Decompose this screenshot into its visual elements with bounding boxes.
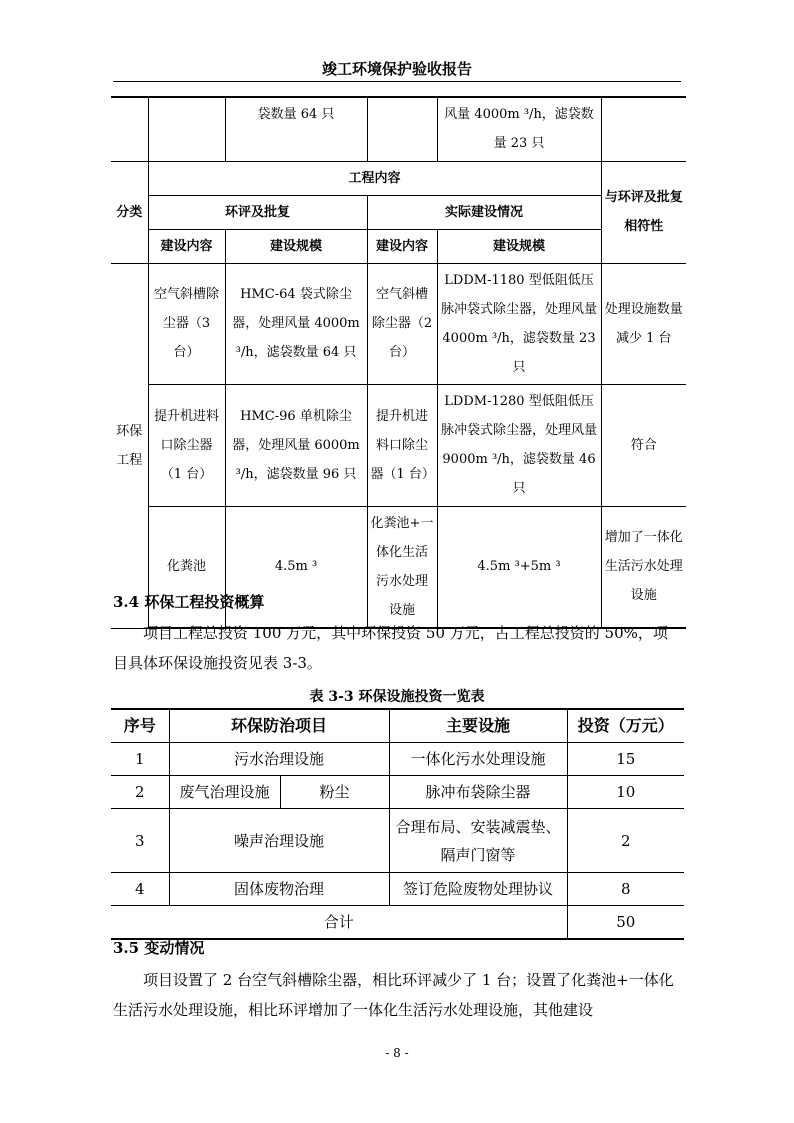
total-label: 合计 — [111, 906, 567, 940]
table-cell: 提升机进料口除尘器（1 台） — [367, 384, 437, 506]
conformity-header: 与环评及批复相符性 — [601, 161, 686, 263]
category-cell: 环保工程 — [111, 263, 148, 628]
table-cell: 签订危险废物处理协议 — [389, 873, 567, 906]
table-cell: 污水治理设施 — [169, 743, 389, 776]
table-cell: 符合 — [601, 384, 686, 506]
table-cell: 废气治理设施 — [169, 776, 280, 809]
table-cell: 化粪池+一体化生活污水处理设施 — [367, 506, 437, 628]
table-caption: 表 3-3 环保设施投资一览表 — [309, 689, 485, 705]
table-cell: HMC-96 单机除尘器，处理风量 6000m ³/h，滤袋数量 96 只 — [225, 384, 367, 506]
column-header: 环保防治项目 — [169, 709, 389, 743]
table-cell: 风量 4000m ³/h，滤袋数量 23 只 — [437, 97, 601, 161]
table-row — [111, 873, 684, 906]
section-heading-3-4: 3.4 环保工程投资概算 — [113, 593, 265, 611]
page-header-title: 竣工环境保护验收报告 — [321, 60, 472, 78]
table-cell: 增加了一体化生活污水处理设施 — [601, 506, 686, 628]
eia-approval-header: 环评及批复 — [148, 195, 367, 229]
table-cell: 脉冲布袋除尘器 — [389, 776, 567, 809]
table-cell: 1 — [111, 743, 169, 776]
project-comparison-table — [111, 96, 686, 629]
actual-construction-header: 实际建设情况 — [367, 195, 601, 229]
table-cell: 4.5m ³+5m ³ — [437, 506, 601, 628]
table-row — [111, 161, 686, 195]
table-cell: 8 — [567, 873, 684, 906]
table-cell: 3 — [111, 809, 169, 873]
table-cell: LDDM-1280 型低阻低压脉冲袋式除尘器，处理风量 9000m ³/h，滤袋数量 46 只 — [437, 384, 601, 506]
table-cell: 合理布局、安装减震垫、隔声门窗等 — [389, 809, 567, 873]
page-number: - 8 - — [385, 1046, 409, 1060]
section-paragraph-3-4: 项目工程总投资 100 万元，其中环保投资 50 万元，占工程总投资的 50%，项目具体环保设施投资见表 3-3。 — [113, 624, 668, 672]
table-cell — [111, 97, 148, 161]
table-cell: HMC-64 袋式除尘器，处理风量 4000m ³/h，滤袋数量 64 只 — [225, 263, 367, 384]
table-cell: LDDM-1180 型低阻低压脉冲袋式除尘器，处理风量 4000m ³/h，滤袋数量 23 只 — [437, 263, 601, 384]
table-cell: 一体化污水处理设施 — [389, 743, 567, 776]
column-header: 建设规模 — [437, 229, 601, 263]
table-row — [111, 776, 684, 809]
column-header: 主要设施 — [389, 709, 567, 743]
table-row — [111, 709, 684, 743]
table-cell: 化粪池 — [148, 506, 225, 628]
table-cell: 4 — [111, 873, 169, 906]
project-content-header: 工程内容 — [148, 161, 601, 195]
column-header: 序号 — [111, 709, 169, 743]
table-row — [111, 743, 684, 776]
table-row — [111, 384, 686, 506]
table-cell: 袋数量 64 只 — [225, 97, 367, 161]
table-row — [111, 906, 684, 940]
table-cell: 处理设施数量减少 1 台 — [601, 263, 686, 384]
investment-table — [111, 708, 684, 940]
table-cell: 空气斜槽除尘器（3 台） — [148, 263, 225, 384]
table-cell: 2 — [111, 776, 169, 809]
table-row — [111, 97, 686, 161]
column-header: 建设内容 — [148, 229, 225, 263]
section-heading-3-5: 3.5 变动情况 — [113, 939, 205, 957]
table-cell: 10 — [567, 776, 684, 809]
table-cell: 4.5m ³ — [225, 506, 367, 628]
category-header: 分类 — [111, 161, 148, 263]
section-paragraph-3-5: 项目设置了 2 台空气斜槽除尘器，相比环评减少了 1 台；设置了化粪池+一体化生活污水处理设施，相比环评增加了一体化生活污水处理设施，其他建设 — [113, 971, 674, 1019]
table-cell: 15 — [567, 743, 684, 776]
table-cell — [148, 97, 225, 161]
table-row — [111, 195, 686, 229]
header-divider — [113, 81, 681, 82]
table-row — [111, 263, 686, 384]
table-cell — [367, 97, 437, 161]
table-cell: 空气斜槽除尘器（2 台） — [367, 263, 437, 384]
total-value: 50 — [567, 906, 684, 940]
table-row — [111, 229, 686, 263]
table-cell: 粉尘 — [280, 776, 389, 809]
table-cell: 噪声治理设施 — [169, 809, 389, 873]
table-row — [111, 809, 684, 873]
table-cell: 固体废物治理 — [169, 873, 389, 906]
column-header: 建设规模 — [225, 229, 367, 263]
column-header: 投资（万元） — [567, 709, 684, 743]
column-header: 建设内容 — [367, 229, 437, 263]
table-cell: 2 — [567, 809, 684, 873]
table-cell — [601, 97, 686, 161]
table-cell: 提升机进料口除尘器（1 台） — [148, 384, 225, 506]
